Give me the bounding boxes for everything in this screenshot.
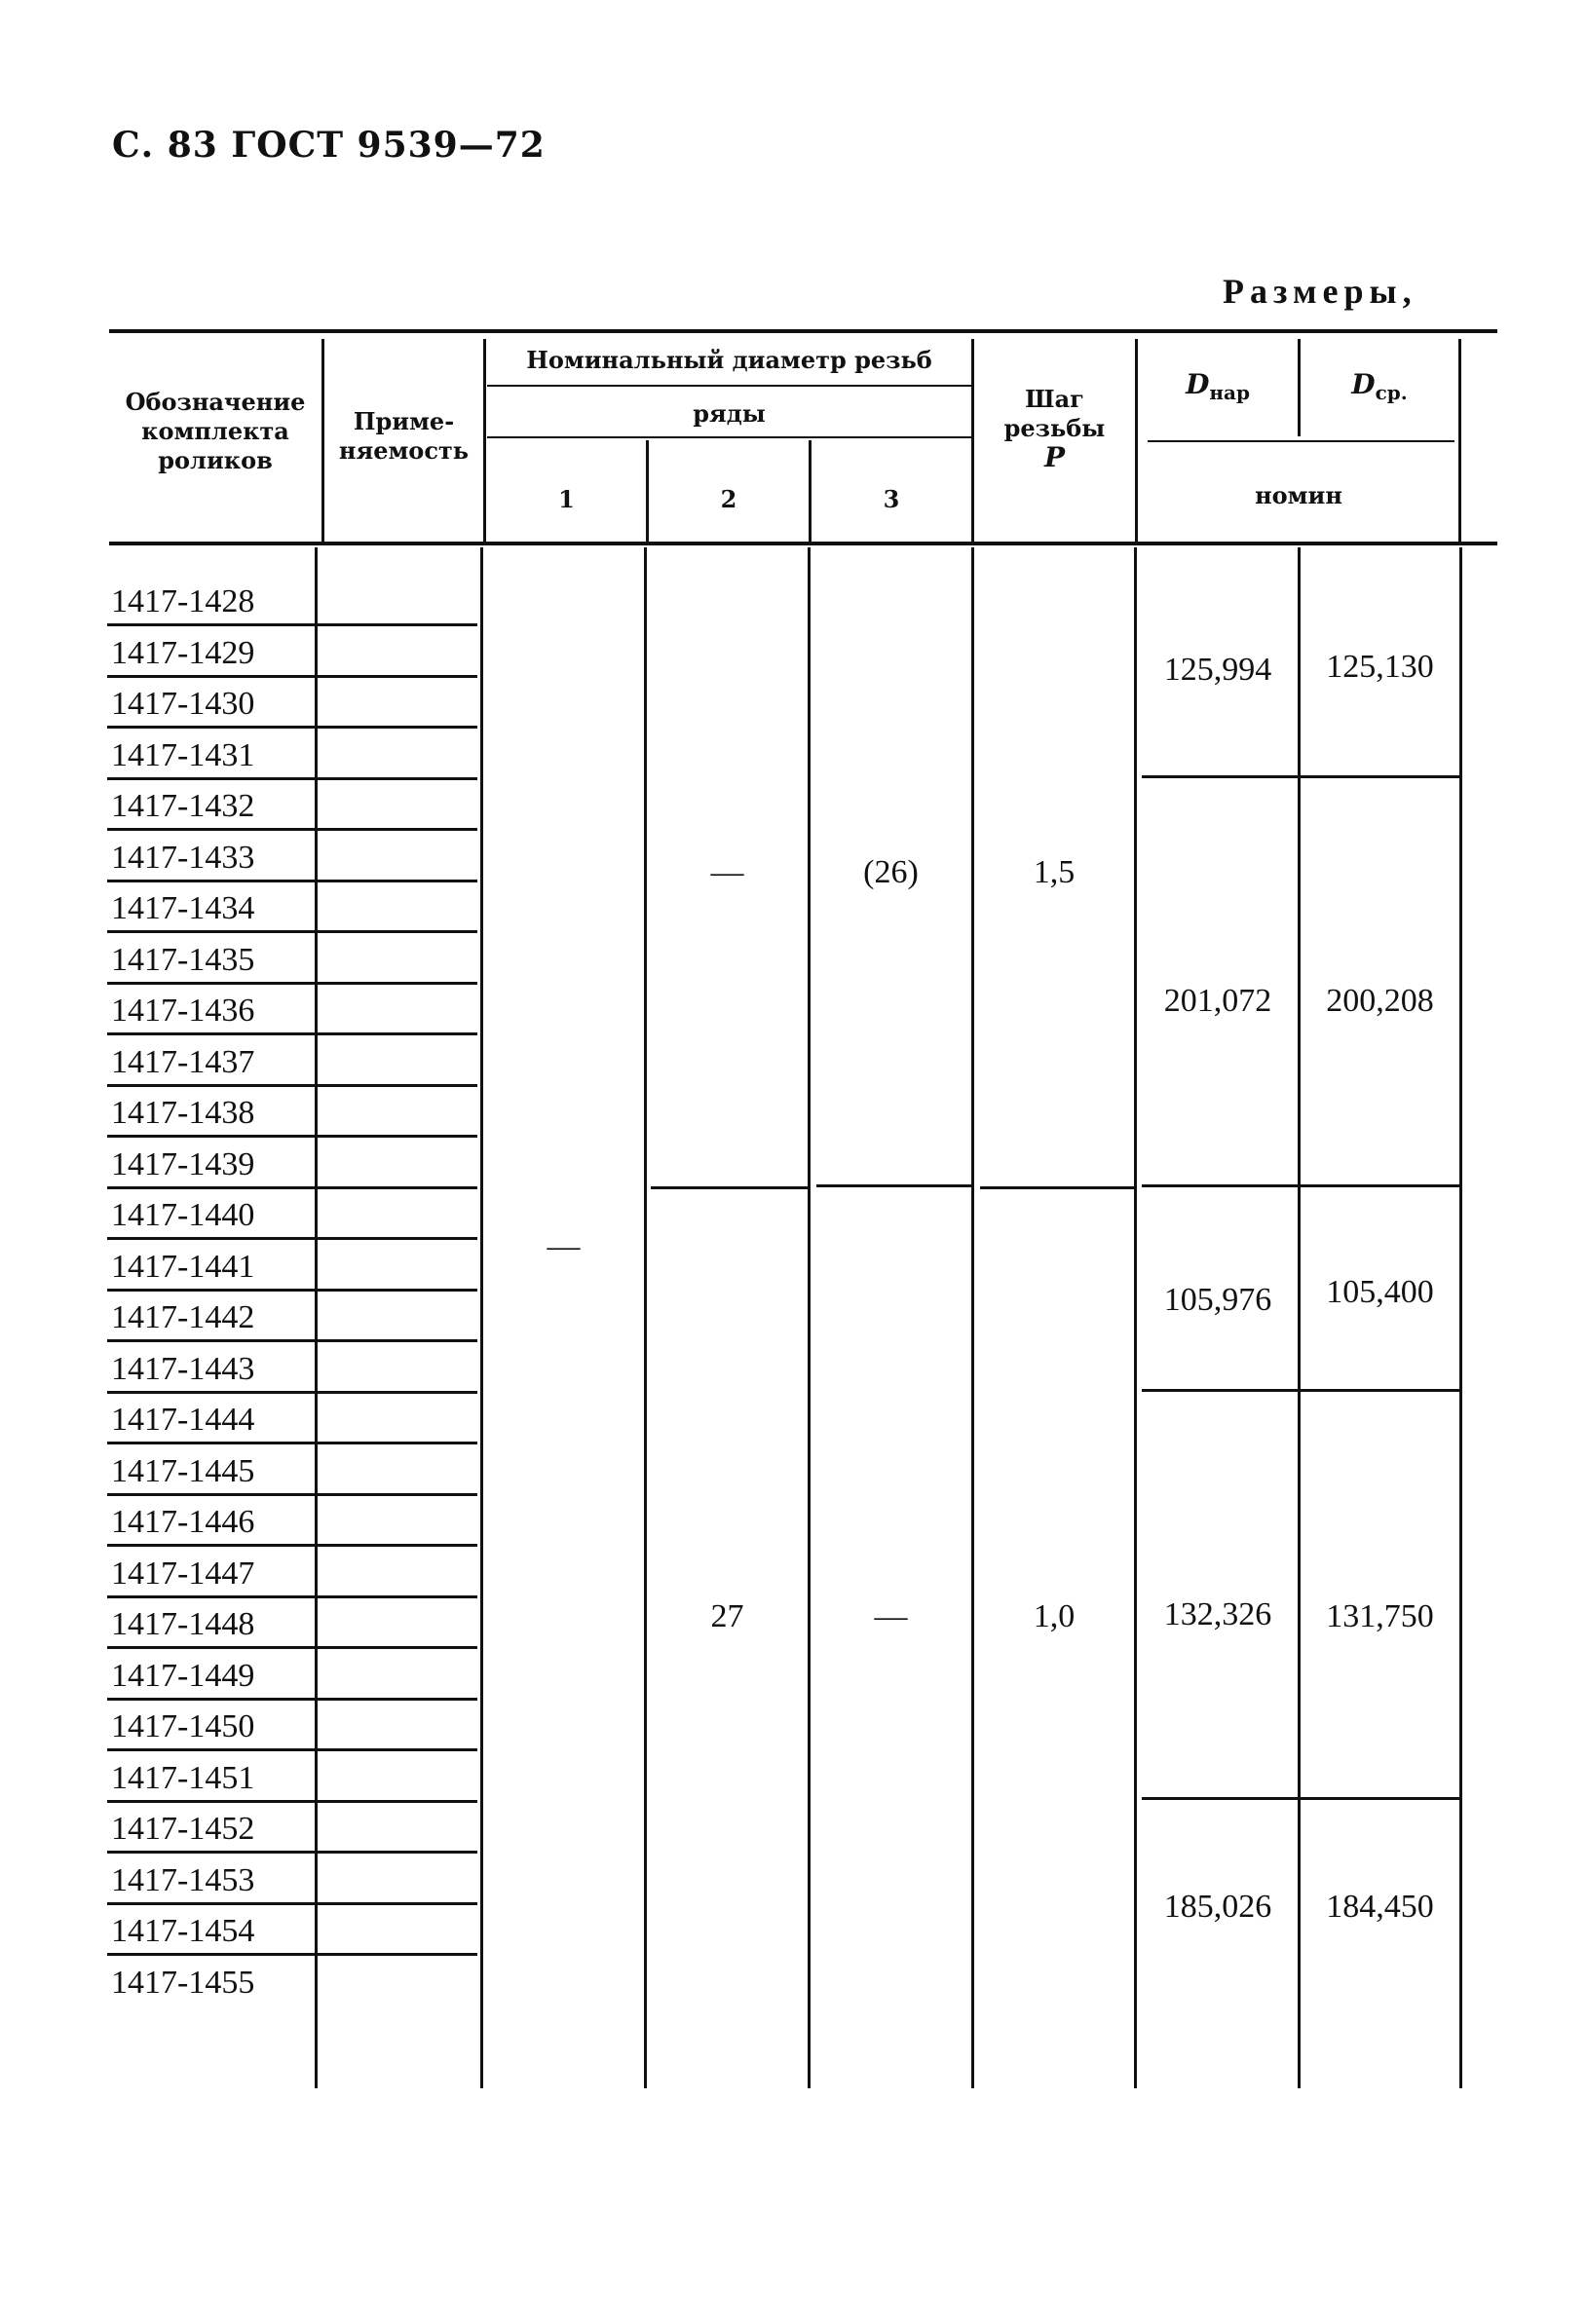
row-separator (107, 777, 477, 780)
size-d-mean: 200,208 (1326, 983, 1434, 1019)
row-code: 1417-1448 (111, 1606, 255, 1642)
col1-value: — (547, 1228, 581, 1264)
header-row-3: 3 (883, 485, 900, 513)
size-separator (1142, 1797, 1459, 1800)
col-divider (1134, 547, 1137, 2088)
header-designation: Обозначение комплекта роликов (125, 388, 306, 474)
row-code: 1417-1432 (111, 788, 255, 824)
row-code: 1417-1433 (111, 839, 255, 876)
row-separator (107, 930, 477, 933)
header-applicability: Приме- няемость (338, 407, 470, 465)
row-separator (107, 1595, 477, 1598)
group-a-pitch: 1,5 (1033, 854, 1076, 890)
col-divider (1459, 547, 1462, 2088)
row-code: 1417-1446 (111, 1504, 255, 1540)
row-separator (107, 1289, 477, 1292)
row-code: 1417-1442 (111, 1299, 255, 1335)
header-nominal-diameter: Номинальный диаметр резьб (526, 346, 932, 374)
table-header-bottom-rule (109, 542, 1497, 545)
row-code: 1417-1450 (111, 1708, 255, 1744)
row-separator (107, 1339, 477, 1342)
col-divider (808, 547, 811, 2088)
size-d-outer: 185,026 (1163, 1889, 1272, 1925)
row-separator (107, 1084, 477, 1087)
size-d-outer: 125,994 (1163, 652, 1272, 688)
row-separator (107, 726, 477, 729)
group-a-col3: (26) (863, 854, 919, 890)
group-b-col2: 27 (710, 1598, 744, 1634)
row-code: 1417-1430 (111, 686, 255, 722)
header-d-outer: $D_{нар}$ (1186, 368, 1250, 404)
size-d-outer: 105,976 (1163, 1282, 1272, 1318)
row-code: 1417-1440 (111, 1197, 255, 1233)
col-divider (644, 547, 647, 2088)
row-separator (107, 1442, 477, 1444)
col-divider (971, 547, 974, 2088)
group-separator (651, 1186, 809, 1189)
group-b-pitch: 1,0 (1033, 1598, 1076, 1634)
row-code: 1417-1455 (111, 1964, 255, 2001)
units-label: Размеры, (1223, 272, 1417, 311)
row-separator (107, 1237, 477, 1240)
row-code: 1417-1439 (111, 1145, 255, 1182)
row-code: 1417-1436 (111, 993, 255, 1029)
row-separator (107, 1698, 477, 1701)
size-d-outer: 132,326 (1163, 1596, 1272, 1632)
size-d-mean: 125,130 (1326, 649, 1434, 685)
size-d-mean: 184,450 (1326, 1889, 1434, 1925)
row-code: 1417-1441 (111, 1248, 255, 1285)
header-row-1: 1 (558, 485, 575, 513)
table-top-rule (109, 329, 1497, 333)
header-row-2: 2 (720, 485, 737, 513)
pitch-symbol: P (1043, 441, 1066, 473)
row-code: 1417-1454 (111, 1913, 255, 1949)
row-separator (107, 1646, 477, 1649)
col-divider (1458, 339, 1461, 544)
header-rule-diameter (487, 385, 972, 387)
row-separator (107, 1544, 477, 1547)
row-code: 1417-1447 (111, 1555, 255, 1592)
row-code: 1417-1451 (111, 1759, 255, 1796)
row-separator (107, 1493, 477, 1496)
page-header: С. 83 ГОСТ 9539—72 (112, 125, 546, 166)
row-code: 1417-1434 (111, 890, 255, 926)
row-separator (107, 1135, 477, 1138)
group-b-col3: — (874, 1598, 908, 1634)
row-code: 1417-1444 (111, 1402, 255, 1438)
group-separator (980, 1186, 1134, 1189)
row-separator (107, 1953, 477, 1956)
header-rule-sizes (1148, 440, 1454, 442)
size-d-mean: 131,750 (1326, 1598, 1434, 1634)
row-code: 1417-1438 (111, 1095, 255, 1131)
header-nominal: номин (1255, 481, 1342, 509)
size-d-outer: 201,072 (1163, 983, 1272, 1019)
row-separator (107, 880, 477, 882)
row-separator (107, 1748, 477, 1751)
header-pitch: Шаг резьбы P (974, 385, 1135, 472)
row-separator (107, 1186, 477, 1189)
header-rows: ряды (693, 399, 766, 428)
row-code: 1417-1428 (111, 583, 255, 619)
row-separator (107, 982, 477, 985)
size-separator (1142, 1184, 1459, 1187)
row-code: 1417-1445 (111, 1452, 255, 1489)
row-code: 1417-1429 (111, 634, 255, 671)
row-code: 1417-1435 (111, 941, 255, 978)
size-separator (1142, 775, 1459, 778)
group-separator (816, 1184, 972, 1187)
col-divider (480, 547, 483, 2088)
row-separator (107, 1032, 477, 1035)
size-separator (1142, 1389, 1459, 1392)
row-separator (107, 828, 477, 831)
row-code: 1417-1431 (111, 736, 255, 773)
row-code: 1417-1453 (111, 1861, 255, 1898)
row-code: 1417-1443 (111, 1350, 255, 1387)
size-d-mean: 105,400 (1326, 1274, 1434, 1310)
row-separator (107, 623, 477, 626)
row-separator (107, 675, 477, 678)
row-separator (107, 1902, 477, 1905)
col-divider (483, 339, 486, 544)
row-code: 1417-1449 (111, 1657, 255, 1694)
col-divider (1298, 547, 1301, 2088)
row-separator (107, 1391, 477, 1394)
row-code: 1417-1437 (111, 1043, 255, 1080)
header-rule-rows (487, 436, 972, 438)
group-a-col2: — (710, 854, 744, 890)
row-separator (107, 1800, 477, 1803)
header-d-mean: $D_{ср.}$ (1351, 368, 1408, 404)
row-separator (107, 1851, 477, 1854)
row-code: 1417-1452 (111, 1811, 255, 1847)
